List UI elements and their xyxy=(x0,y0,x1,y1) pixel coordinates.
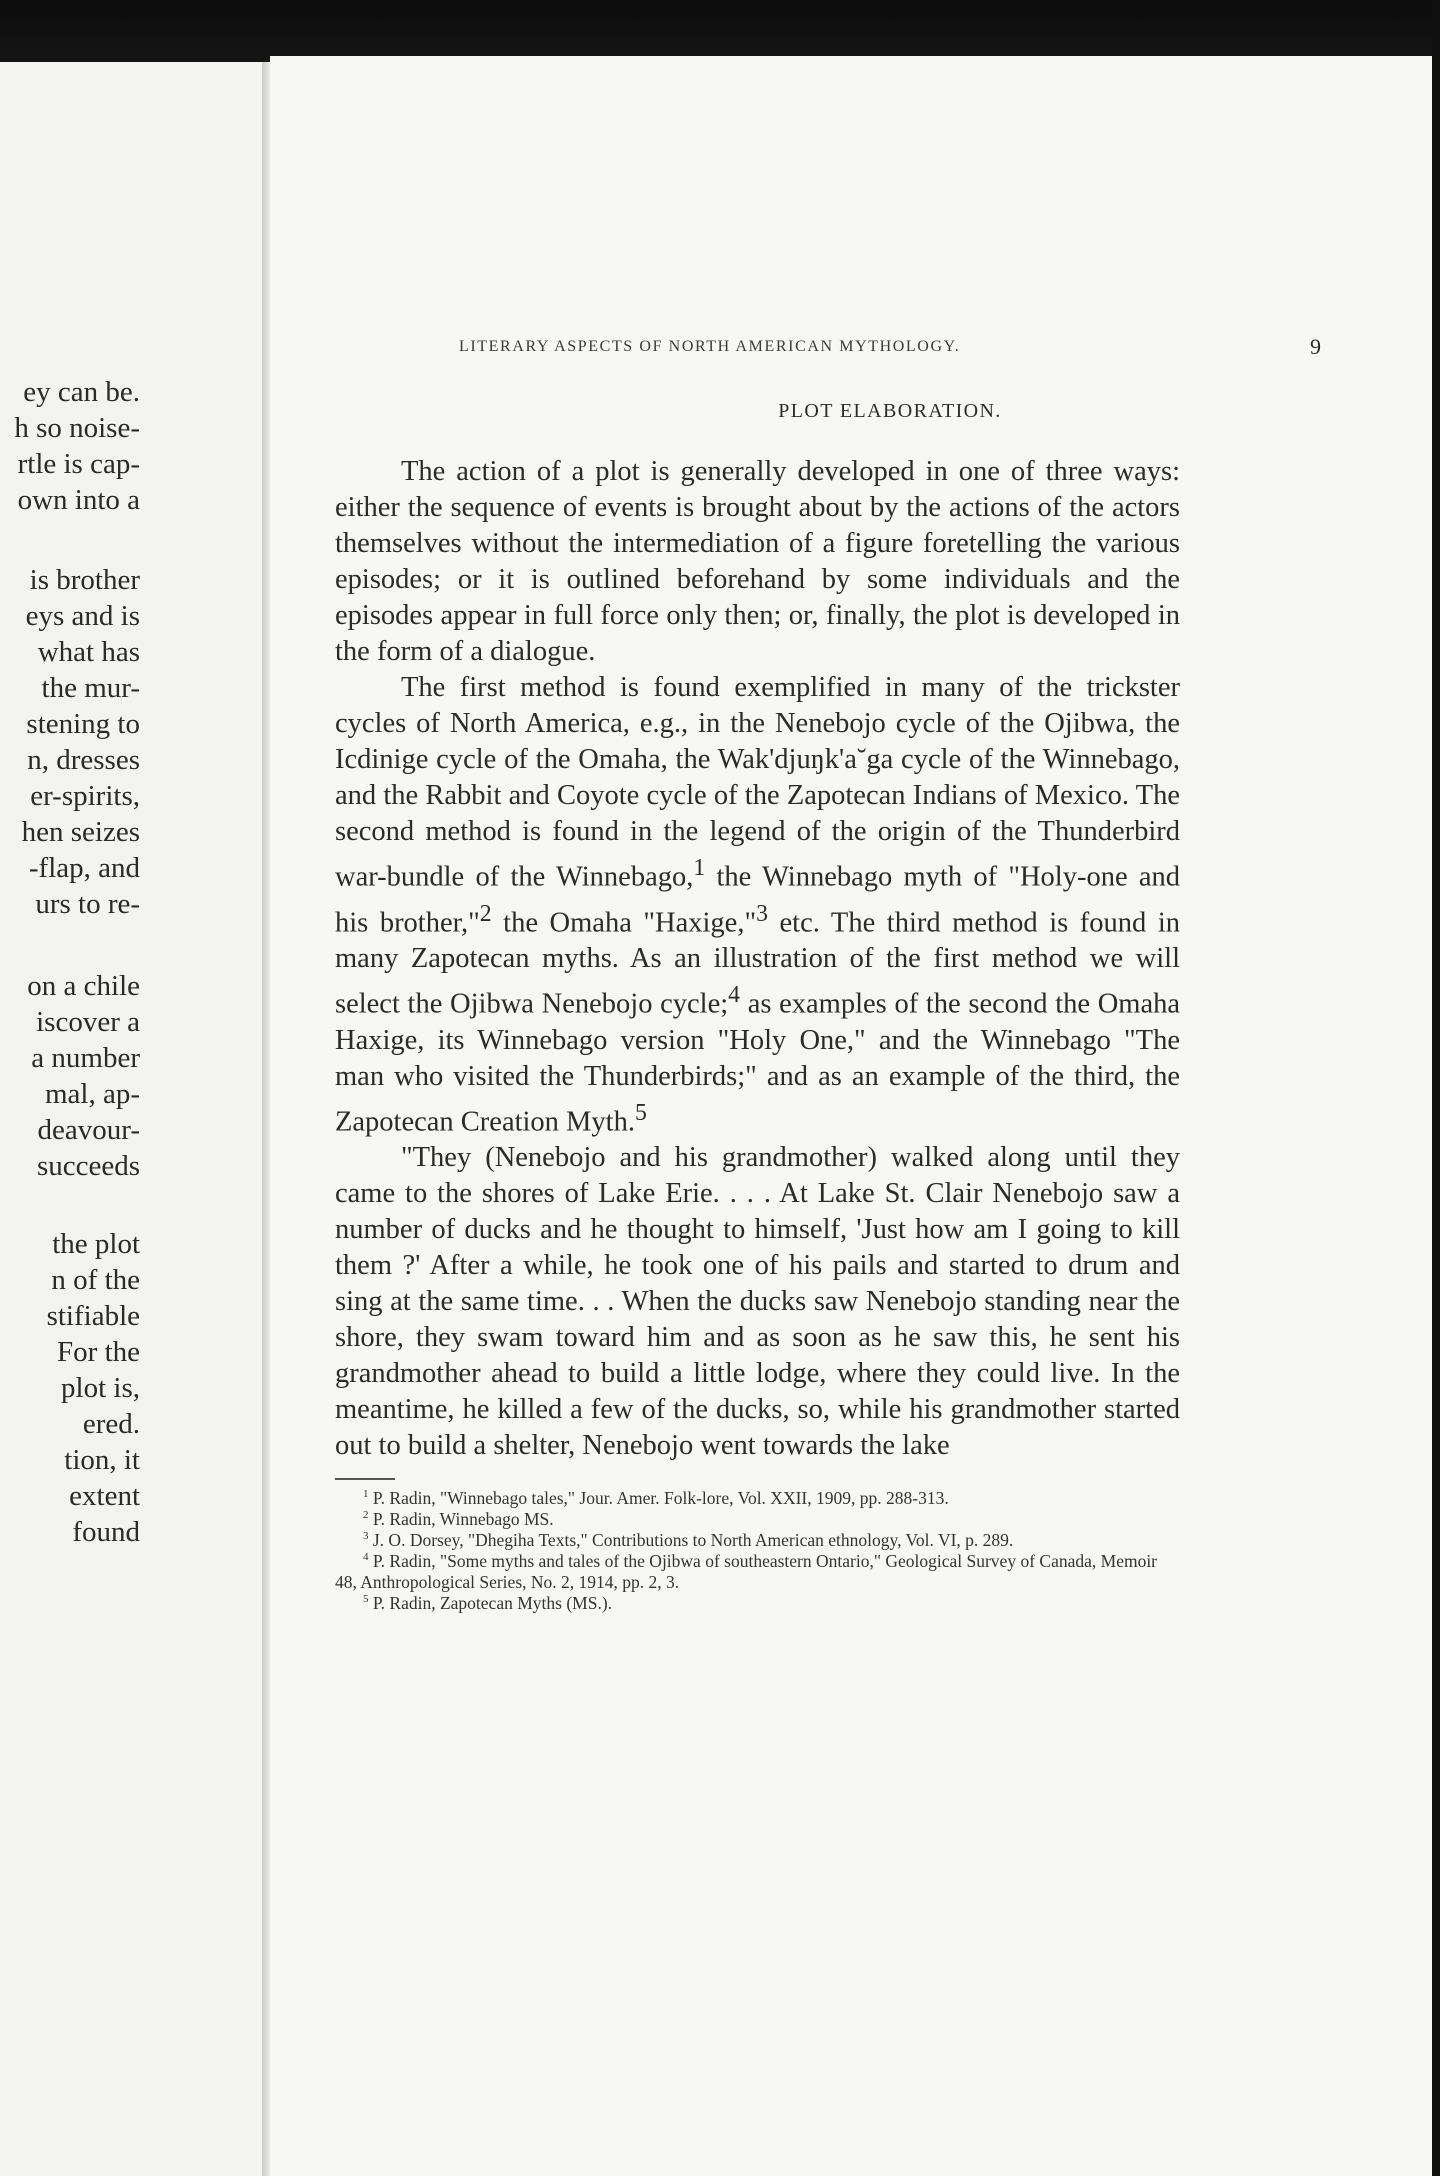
footnote-2 xyxy=(335,1509,1180,1530)
footnote-text: P. Radin, "Winnebago tales," Jour. Amer. Folk-lore, Vol. XXII, 1909, pp. 288-313. xyxy=(368,1488,949,1508)
footnote-reference: 4 xyxy=(728,982,741,1008)
footnote-reference: 5 xyxy=(634,1099,647,1126)
footnote-reference: 2 xyxy=(479,900,492,927)
left-line: plot is, xyxy=(61,1372,140,1404)
paragraph-text-span: etc. The third method is found in many Zapotecan myths. As an illustration of the first method we will select the Ojibwa Nenebojo cycle; xyxy=(335,907,1180,1020)
left-line: h so noise- xyxy=(14,412,140,444)
footnote-mark: 3 xyxy=(363,1530,369,1543)
paragraph-text-span: the Omaha "Haxige," xyxy=(491,907,757,938)
left-line: hen seizes xyxy=(21,816,140,848)
left-line: tion, it xyxy=(64,1444,140,1476)
footnote-reference: 1 xyxy=(693,855,706,881)
section-title: PLOT ELABORATION. xyxy=(778,400,1002,422)
paragraph-method-examples xyxy=(335,670,1180,1140)
left-line: iscover a xyxy=(36,1006,140,1038)
book-gutter xyxy=(262,62,270,2176)
footnotes xyxy=(335,1488,1180,1614)
left-line: extent xyxy=(69,1480,140,1512)
left-line: n, dresses xyxy=(27,744,140,776)
footnote-mark: 5 xyxy=(363,1593,369,1606)
left-line: is brother xyxy=(29,564,140,596)
page-number: 9 xyxy=(1310,334,1321,359)
left-line: found xyxy=(72,1516,140,1548)
left-line: the plot xyxy=(52,1228,140,1260)
footnote-text: P. Radin, Zapotecan Myths (MS.). xyxy=(368,1593,613,1613)
running-head: LITERARY ASPECTS OF NORTH AMERICAN MYTHOLOGY. xyxy=(459,338,961,355)
footnote-4 xyxy=(335,1551,1180,1593)
footnote-mark: 1 xyxy=(363,1488,369,1501)
scan-background-right-edge xyxy=(1432,0,1440,2176)
footnote-text: P. Radin, "Some myths and tales of the Ojibwa of southeastern Ontario," Geological Survey of Canada, Memoir 48, Anthropological Series, No. 2, 1914, pp. 2, 3. xyxy=(335,1551,1158,1592)
paragraph-text-span: the Winnebago myth of "Holy-one and his brother," xyxy=(335,861,1181,938)
footnote-5 xyxy=(335,1593,1180,1614)
left-line: ered. xyxy=(82,1408,140,1440)
footnote-mark: 2 xyxy=(363,1509,369,1522)
main-text-column xyxy=(335,454,1180,1614)
left-line: stening to xyxy=(26,708,140,740)
footnote-rule xyxy=(335,1478,395,1480)
left-line: succeeds xyxy=(36,1150,140,1182)
left-line: er-spirits, xyxy=(30,780,140,812)
footnote-3 xyxy=(335,1530,1180,1551)
left-line: what has xyxy=(37,636,140,668)
left-line: mal, ap- xyxy=(44,1078,140,1110)
left-page-fragment xyxy=(0,62,264,2176)
left-line: deavour- xyxy=(37,1114,140,1146)
left-line: urs to re- xyxy=(35,888,140,920)
left-line: a number xyxy=(31,1042,140,1074)
left-line: on a chile xyxy=(27,970,140,1002)
left-line: n of the xyxy=(51,1264,140,1296)
footnote-text: P. Radin, Winnebago MS. xyxy=(368,1509,554,1529)
left-line: For the xyxy=(57,1336,140,1368)
footnote-mark: 4 xyxy=(363,1551,369,1564)
footnote-1 xyxy=(335,1488,1180,1509)
left-line: the mur- xyxy=(41,672,140,704)
paragraph-text-span: The first method is found exemplified in many of the trickster cycles of North America, e.g., in the Nenebojo cycle of the Ojibwa, the Icdinige cycle of the Omaha, the Wak'djuŋk'a˘ga cycle of the Winnebago, and the Rabbit and Coyote cycle of the Zapotecan Indians of Mexico. The second method is found in the legend of the origin of the Thunderbird war-bundle of the Winnebago, xyxy=(335,672,1180,893)
left-line: eys and is xyxy=(25,600,140,632)
paragraph-plot-methods: The action of a plot is generally developed in one of three ways: either the sequence of events is brought about by the actions of the actors themselves without the intermediation of a figure foretelling the various episodes; or it is outlined beforehand by some individuals and the episodes appear in full force only then; or, finally, the plot is developed in the form of a dialogue. xyxy=(335,456,1180,667)
left-line: ey can be. xyxy=(23,376,140,408)
page-header xyxy=(459,334,1321,368)
paragraph-text-span: as examples of the second the Omaha Haxige, its Winnebago version "Holy One," and the Winnebago "The man who visited the Thunderbirds;" and as an example of the third, the Zapotecan Creation Myth. xyxy=(335,988,1180,1137)
left-line: own into a xyxy=(17,484,140,516)
left-line: -flap, and xyxy=(28,852,140,884)
left-line: stifiable xyxy=(46,1300,140,1332)
paragraph-nenebojo-quote: "They (Nenebojo and his grandmother) walked along until they came to the shores of Lake Erie. . . . At Lake St. Clair Nenebojo saw a number of ducks and he thought to himself, 'Just how am I going to kill them ?' After a while, he took one of his pails and started to drum and sing at the same time. . . When the ducks saw Nenebojo standing near the shore, they swam toward him and as soon as he saw this, he sent his grandmother ahead to build a little lodge, where they could live. In the meantime, he killed a few of the ducks, so, while his grandmother started out to build a shelter, Nenebojo went towards the lake xyxy=(335,1142,1180,1461)
left-line: rtle is cap- xyxy=(17,448,140,480)
footnote-text: J. O. Dorsey, "Dhegiha Texts," Contributions to North American ethnology, Vol. VI, p. 289. xyxy=(368,1530,1014,1550)
footnote-reference: 3 xyxy=(756,900,768,927)
